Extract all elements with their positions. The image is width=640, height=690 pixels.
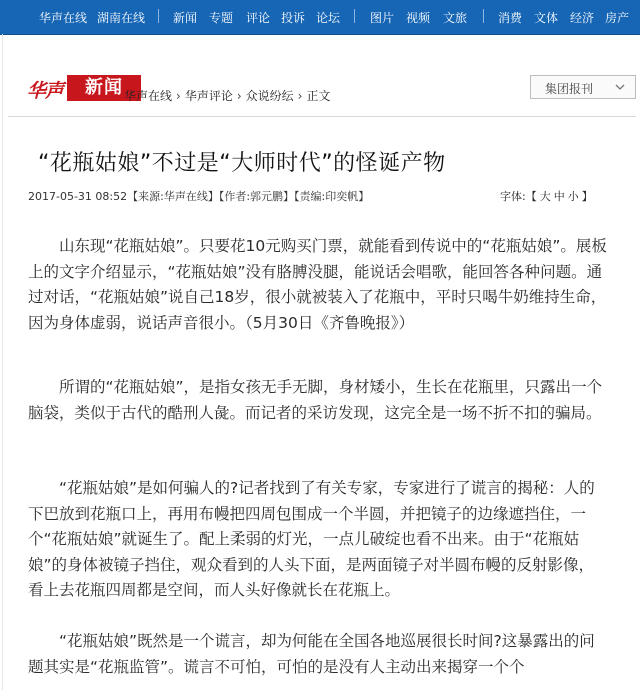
article-title: “花瓶姑娘”不过是“大师时代”的怪诞产物	[38, 151, 446, 176]
logo-brand-text: 华声	[27, 80, 64, 102]
font-size-small[interactable]: 小	[567, 190, 579, 203]
nav-separator	[158, 9, 159, 23]
chevron-down-icon	[615, 81, 625, 96]
nav-separator	[354, 9, 355, 23]
nav-link-news[interactable]: 新闻	[173, 11, 198, 25]
nav-separator	[483, 9, 484, 23]
dropdown-label: 集团报刊	[545, 82, 594, 96]
nav-link-sports[interactable]: 文体	[534, 11, 559, 25]
nav-link-realestate[interactable]: 房产	[605, 11, 630, 25]
nav-link-photos[interactable]: 图片	[370, 11, 395, 25]
nav-link-video[interactable]: 视频	[406, 11, 431, 25]
font-size-close: 】	[581, 190, 593, 203]
breadcrumb-separator: ›	[297, 89, 303, 103]
nav-link-culture-travel[interactable]: 文旅	[443, 11, 468, 25]
breadcrumb-item-hsonline[interactable]: 华声在线	[124, 89, 173, 103]
article-meta: 2017-05-31 08:52【来源:华声在线】【作者:郭元鹏】【责编:印奕帆】	[28, 190, 370, 203]
article-paragraph: “花瓶姑娘”是如何骗人的?记者找到了有关专家，专家进行了谎言的揭秘：人的下巴放到花瓶口上，再用布幔把四周包围成一个半圆，并把镜子的边缘遮挡住，一个“花瓶姑娘”就诞生了。配上柔弱的灯光，一点儿破绽也看不出来。由于“花瓶姑娘”的身体被镜子挡住，观众看到的人头下面，是两面镜子对半圆布幔的反射影像，看上去花瓶四周都是空间，而人头好像就长在花瓶上。	[28, 479, 595, 599]
nav-link-hsonline[interactable]: 华声在线	[39, 11, 88, 25]
breadcrumb-item-comments[interactable]: 华声评论	[184, 89, 233, 103]
article-paragraph: 山东现“花瓶姑娘”。只要花10元购买门票，就能看到传说中的“花瓶姑娘”。展板上的文字介绍显示，“花瓶姑娘”没有胳膊没腿，能说话会唱歌，能回答各种问题。通过对话，“花瓶姑娘”说自己18岁，很小就被装入了花瓶中，平时只喝牛奶维持生命，因为身体虚弱，说话声音很小。（5月30日《齐鲁晚报》）	[28, 237, 607, 332]
breadcrumb-separator: ›	[236, 89, 242, 103]
nav-link-economy[interactable]: 经济	[570, 11, 595, 25]
article-paragraph: 所谓的“花瓶姑娘”，是指女孩无手无脚，身材矮小，生长在花瓶里，只露出一个脑袋，类似于古代的酷刑人彘。而记者的采访发现，这完全是一场不折不扣的骗局。	[28, 378, 603, 422]
nav-link-hunan-online[interactable]: 湖南在线	[97, 11, 146, 25]
breadcrumb-item-current: 正文	[306, 89, 331, 103]
font-size-selector	[500, 188, 593, 204]
header-divider	[8, 116, 636, 117]
nav-link-forum[interactable]: 论坛	[316, 11, 341, 25]
font-size-large[interactable]: 大	[539, 190, 551, 203]
nav-link-comments[interactable]: 评论	[246, 11, 271, 25]
article-paragraph: “花瓶姑娘”既然是一个谎言，却为何能在全国各地巡展很长时间?这暴露出的问题其实是“花瓶监管”。谎言不可怕，可怕的是没有人主动出来揭穿一个个	[28, 632, 595, 676]
breadcrumb-separator: ›	[176, 89, 181, 103]
breadcrumb-item-opinions[interactable]: 众说纷纭	[245, 89, 294, 103]
font-size-label: 字体:【	[500, 190, 537, 203]
group-publications-dropdown[interactable]	[530, 75, 636, 99]
breadcrumb	[124, 87, 331, 104]
nav-link-complaints[interactable]: 投诉	[281, 11, 306, 25]
nav-link-consumer[interactable]: 消费	[498, 11, 523, 25]
page-left-border	[2, 34, 3, 690]
nav-link-topics[interactable]: 专题	[209, 11, 234, 25]
logo-section-text: 新闻	[67, 75, 141, 101]
font-size-medium[interactable]: 中	[553, 190, 565, 203]
top-navigation-bar	[0, 0, 640, 35]
